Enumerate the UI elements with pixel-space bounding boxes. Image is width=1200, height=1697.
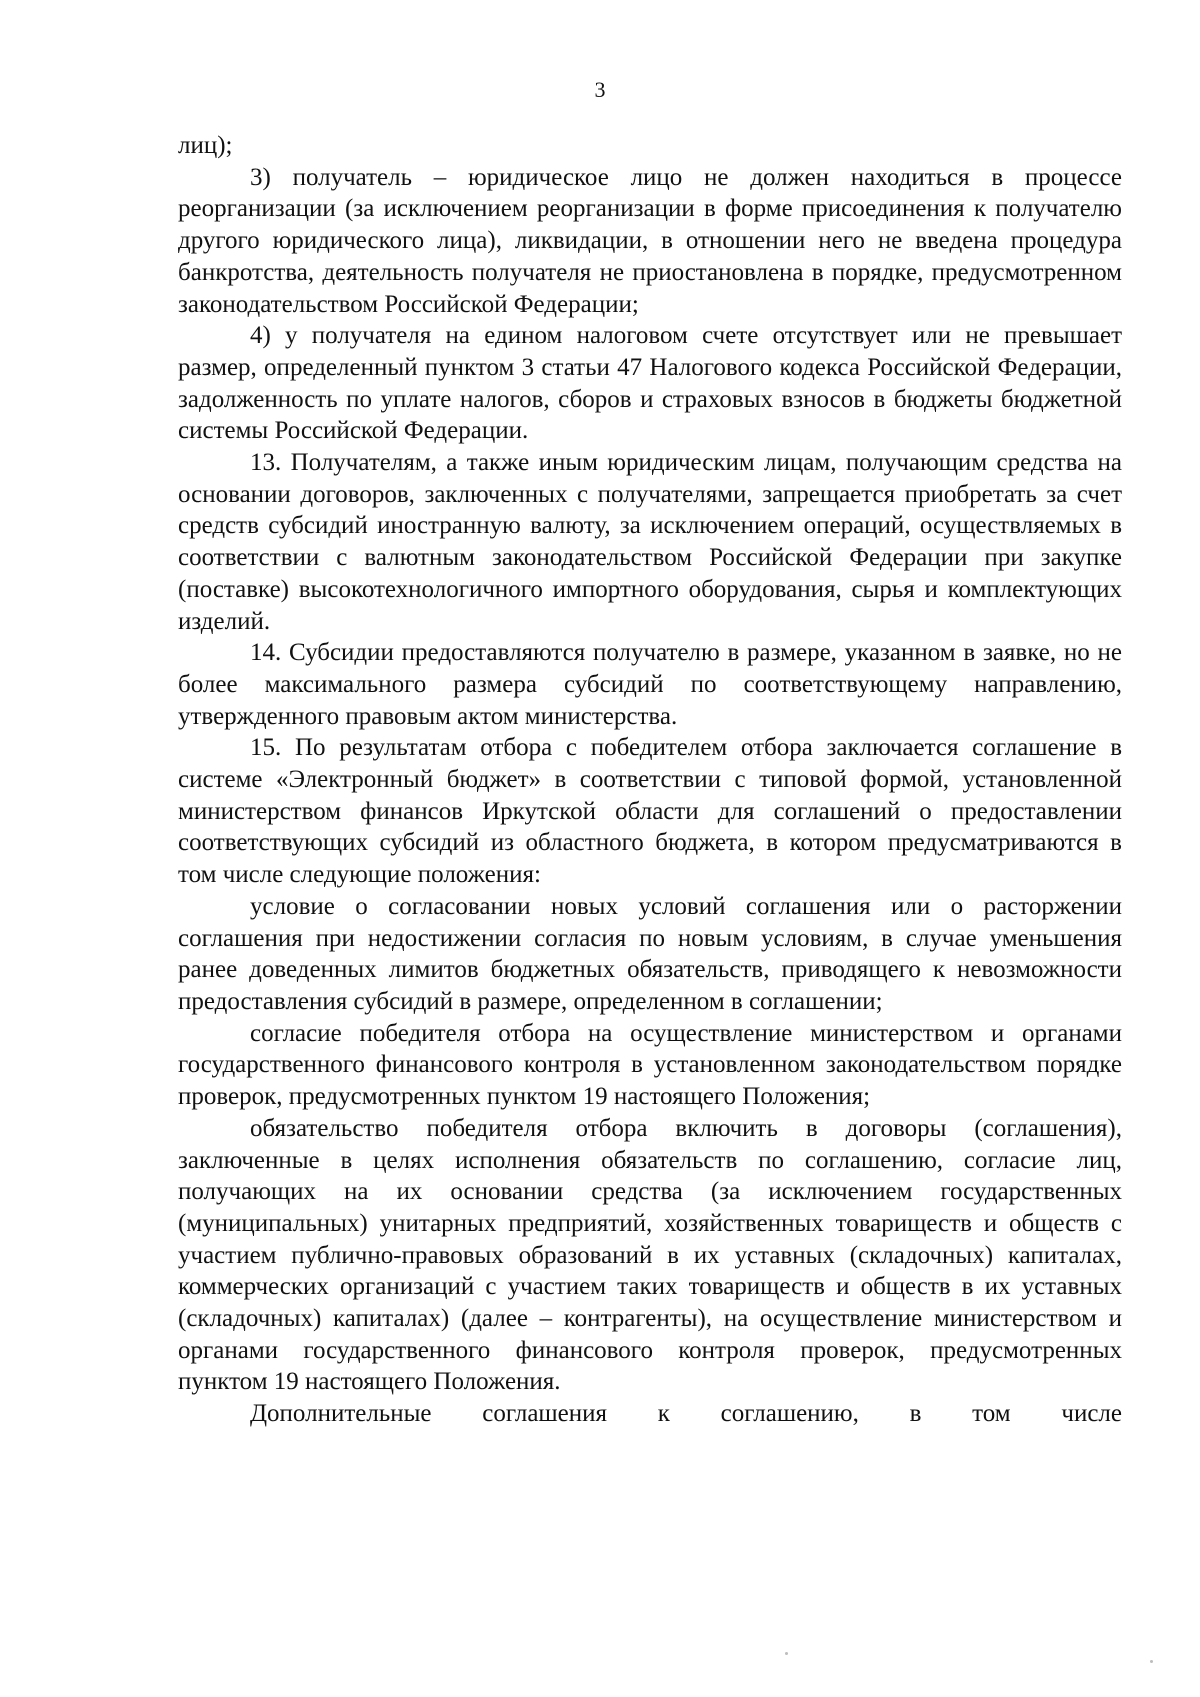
scan-dot bbox=[785, 1652, 788, 1655]
paragraph-item-4: 4) у получателя на едином налоговом счете отсутствует или не превышает размер, определенный пунктом 3 статьи 47 Налогового кодекса Российской Федерации, задолженность по уплате налогов, сборов и страховых взносов в бюджеты бюджетной системы Российской Федерации. bbox=[178, 322, 1122, 445]
page-number: 3 bbox=[594, 77, 606, 102]
paragraph-continuation: лиц); bbox=[178, 132, 233, 159]
scan-dot bbox=[1150, 1660, 1153, 1663]
document-body bbox=[178, 130, 1122, 1430]
paragraph-section-14: 14. Субсидии предоставляются получателю в размере, указанном в заявке, но не более максимального размера субсидий по соответствующему направлению, утвержденного правовым актом министерства. bbox=[178, 639, 1122, 730]
paragraph-section-15: 15. По результатам отбора с победителем отбора заключается соглашение в системе «Электронный бюджет» в соответствии с типовой формой, установленной министерством финансов Иркутской области для соглашений о предоставлении соответствующих субсидий из областного бюджета, в котором предусматриваются в том числе следующие положения: bbox=[178, 734, 1122, 889]
paragraph-condition-agreement: условие о согласовании новых условий соглашения или о расторжении соглашения при недостижении согласия по новым условиям, в случае уменьшения ранее доведенных лимитов бюджетных обязательств, приводящего к невозможности предоставления субсидий в размере, определенном в соглашении; bbox=[178, 892, 1122, 1015]
paragraph-consent-inspections: согласие победителя отбора на осуществление министерством и органами государственного финансового контроля в установленном законодательством порядке проверок, предусмотренных пунктом 19 настоящего Положения; bbox=[178, 1019, 1122, 1111]
paragraph-item-3: 3) получатель – юридическое лицо не должен находиться в процессе реорганизации (за исключением реорганизации в форме присоединения к получателю другого юридического лица), ликвидации, в отношении него не введена процедура банкротства, деятельность получателя не приостановлена в порядке, предусмотренном законодательством Российской Федерации; bbox=[178, 163, 1122, 318]
paragraph-section-13: 13. Получателям, а также иным юридическим лицам, получающим средства на основании договоров, заключенных с получателями, запрещается приобретать за счет средств субсидий иностранную валюту, за исключением операций, осуществляемых в соответствии с валютным законодательством Российской Федерации при закупке (поставке) высокотехнологичного импортного оборудования, сырья и комплектующих изделий. bbox=[178, 449, 1122, 635]
paragraph-additional-agreements: Дополнительные соглашения к соглашению, в том числе bbox=[250, 1400, 1122, 1428]
paragraph-obligation-contracts: обязательство победителя отбора включить в договоры (соглашения), заключенные в целях исполнения обязательств по соглашению, согласие лиц, получающих на их основании средства (за исключением государственных (муниципальных) унитарных предприятий, хозяйственных товариществ и обществ с участием публично-правовых образований в их уставных (складочных) капиталах, коммерческих организаций с участием таких товариществ и обществ в их уставных (складочных) капиталах) (далее – контрагенты), на осуществление министерством и органами государственного финансового контроля проверок, предусмотренных пунктом 19 настоящего Положения. bbox=[178, 1114, 1122, 1396]
